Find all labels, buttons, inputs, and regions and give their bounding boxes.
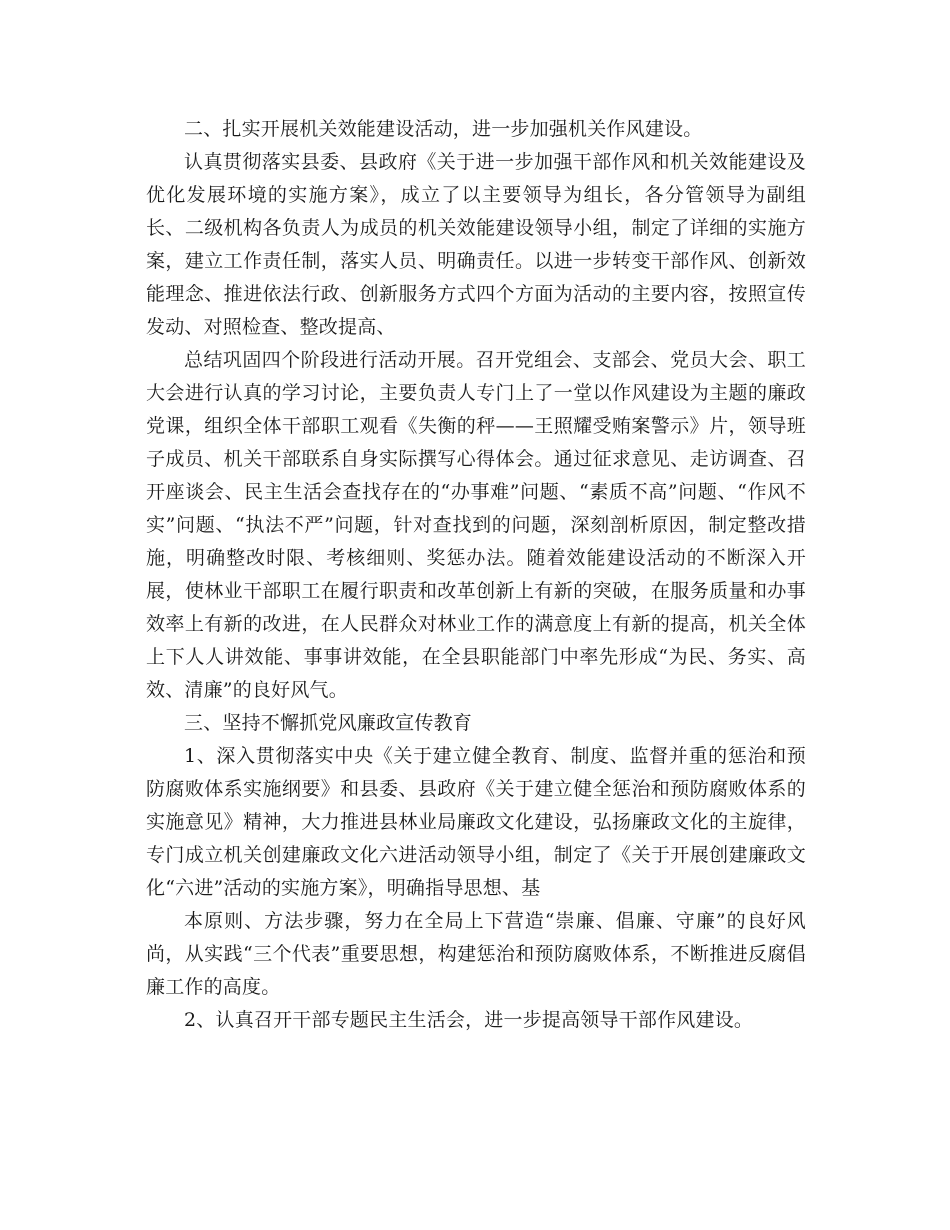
paragraph: 总结巩固四个阶段进行活动开展。召开党组会、支部会、党员大会、职工大会进行认真的学习讨论，主要负责人专门上了一堂以作风建设为主题的廉政党课，组织全体干部职工观看《失衡的秤——王照耀受贿案警示》片，领导班子成员、机关干部联系自身实际撰写心得体会。通过征求意见、走访调查、召开座谈会、民主生活会查找存在的“办事难”问题、“素质不高”问题、“作风不实”问题、“执法不严”问题，针对查找到的问题，深刻剖析原因，制定整改措施，明确整改时限、考核细则、奖惩办法。随着效能建设活动的不断深入开展，使林业干部职工在履行职责和改革创新上有新的突破，在服务质量和办事效率上有新的改进，在人民群众对林业工作的满意度上有新的提高，机关全体上下人人讲效能、事事讲效能，在全县职能部门中率先形成“为民、务实、高效、清廉”的良好风气。 <box>146 349 806 701</box>
paragraph: 2、认真召开干部专题民主生活会，进一步提高领导干部作风建设。 <box>184 1009 754 1031</box>
paragraph: 本原则、方法步骤，努力在全局上下营造“崇廉、倡廉、守廉”的良好风尚，从实践“三个代表”重要思想，构建惩治和预防腐败体系，不断推进反腐倡廉工作的高度。 <box>146 910 806 998</box>
section-heading-2: 二、扎实开展机关效能建设活动，进一步加强机关作风建设。 <box>184 118 703 140</box>
section-heading-3: 三、坚持不懈抓党风廉政宣传教育 <box>184 712 473 734</box>
document-body <box>146 113 806 1037</box>
paragraph: 认真贯彻落实县委、县政府《关于进一步加强干部作风和机关效能建设及优化发展环境的实施方案》，成立了以主要领导为组长，各分管领导为副组长、二级机构各负责人为成员的机关效能建设领导小组，制定了详细的实施方案，建立工作责任制，落实人员、明确责任。以进一步转变干部作风、创新效能理念、推进依法行政、创新服务方式四个方面为活动的主要内容，按照宣传发动、对照检查、整改提高、 <box>146 151 806 338</box>
paragraph: 1、深入贯彻落实中央《关于建立健全教育、制度、监督并重的惩治和预防腐败体系实施纲要》和县委、县政府《关于建立健全惩治和预防腐败体系的实施意见》精神，大力推进县林业局廉政文化建设，弘扬廉政文化的主旋律，专门成立机关创建廉政文化六进活动领导小组，制定了《关于开展创建廉政文化“六进”活动的实施方案》，明确指导思想、基 <box>146 745 806 899</box>
